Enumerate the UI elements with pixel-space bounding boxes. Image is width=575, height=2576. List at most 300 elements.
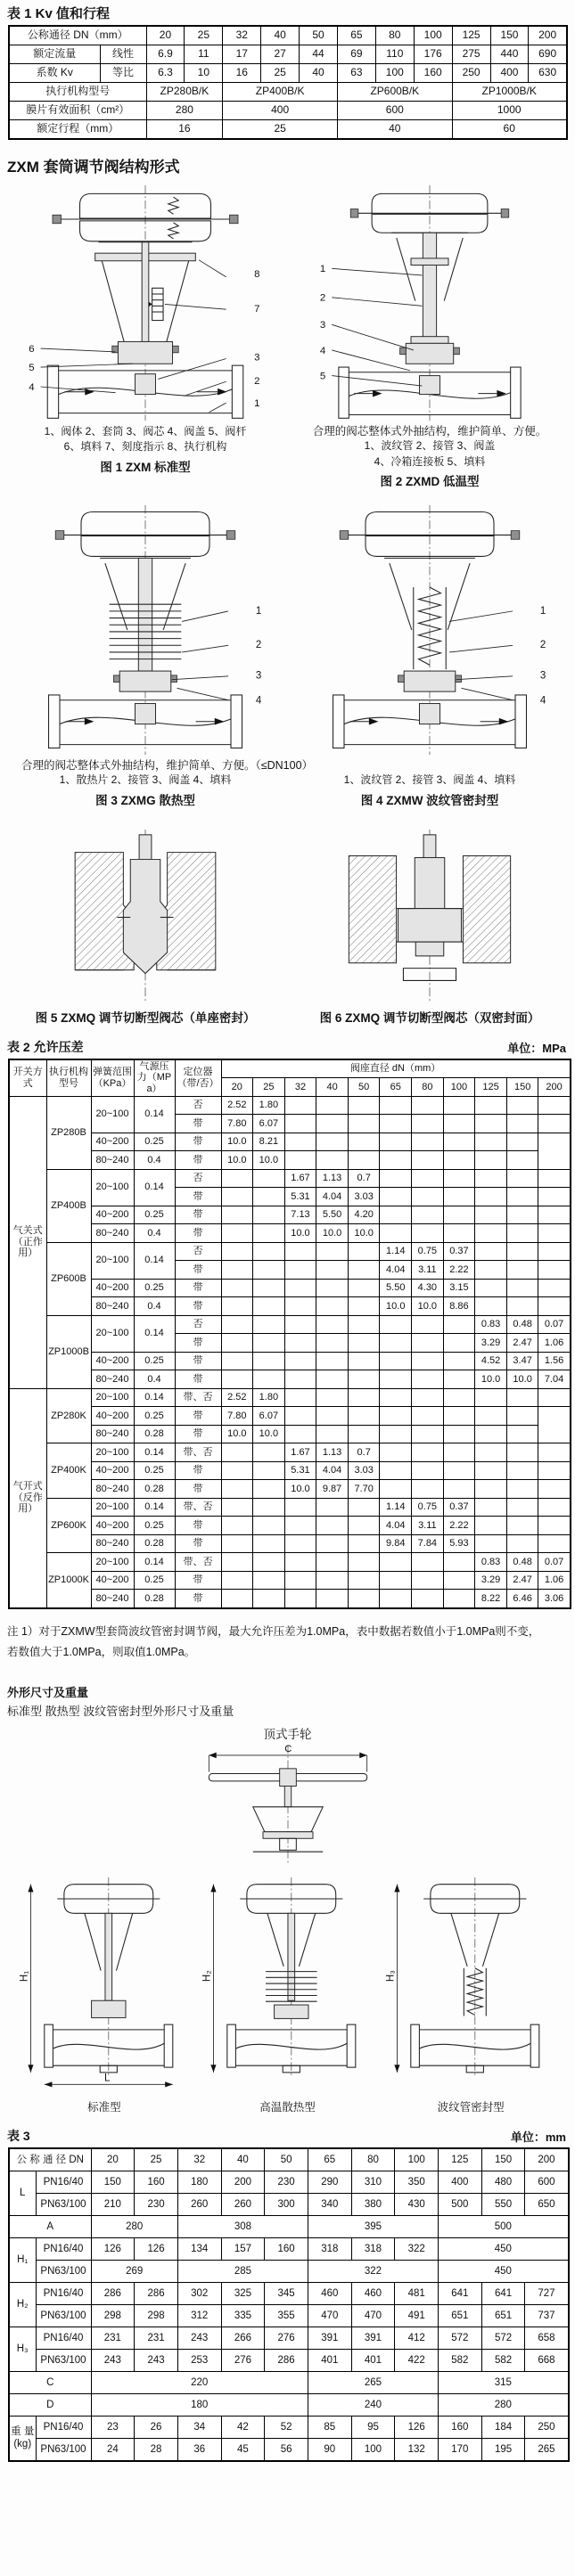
table-cell (316, 1261, 349, 1280)
table-cell: 450 (439, 2261, 569, 2283)
table-cell: 200 (221, 2171, 265, 2194)
callout-1: 1 (539, 605, 546, 617)
table-cell (412, 1115, 444, 1133)
table-cell: 40~200 (91, 1461, 134, 1480)
table-cell (348, 1517, 380, 1535)
table-cell (506, 1388, 538, 1407)
table-cell: 80 (375, 26, 414, 45)
table-cell (506, 1297, 538, 1316)
table-cell: 9.87 (316, 1480, 349, 1499)
figure3-finned-valve-drawing (9, 502, 282, 758)
table-cell: 3.15 (443, 1279, 475, 1297)
table-cell: 1.56 (538, 1352, 571, 1370)
callout-6: 6 (29, 343, 35, 355)
table-cell (506, 1443, 538, 1462)
table-cell: PN16/40 (36, 2327, 91, 2350)
table-cell (380, 1352, 412, 1370)
table-cell: 0.75 (412, 1498, 444, 1517)
table-cell (221, 1517, 253, 1535)
table-cell: 0.48 (506, 1553, 538, 1572)
callout-4: 4 (539, 695, 546, 707)
table-cell: 60 (452, 120, 567, 140)
table-cell (412, 1096, 444, 1115)
table-cell: 315 (439, 2372, 569, 2394)
table-cell: 266 (221, 2327, 265, 2350)
table-cell (253, 1169, 285, 1188)
table-cell: 40 (337, 120, 452, 140)
table-cell: 550 (481, 2194, 525, 2216)
table-cell (253, 1498, 285, 1517)
table-cell: 391 (351, 2327, 395, 2350)
table-cell (253, 1315, 285, 1334)
table-cell (380, 1151, 412, 1170)
table-cell (538, 1188, 571, 1206)
table-cell: 641 (481, 2283, 525, 2305)
table-cell (316, 1096, 349, 1115)
table-cell: 气源压力（MPa） (134, 1059, 175, 1097)
table-cell: H₁ (9, 2238, 36, 2283)
table-cell (348, 1096, 380, 1115)
figures-row-2 (0, 502, 575, 758)
table-cell (284, 1407, 316, 1426)
table-cell: 等比 (100, 64, 146, 83)
table-cell (538, 1388, 571, 1407)
table-cell: 651 (481, 2305, 525, 2327)
table-cell: 4.04 (316, 1188, 349, 1206)
table-cell: 1.67 (284, 1443, 316, 1462)
table-cell: 40 (261, 26, 300, 45)
table-cell: 3.29 (475, 1334, 507, 1353)
table-cell (284, 1279, 316, 1297)
table-cell: D (9, 2394, 91, 2417)
figure4-legend-line1: 1、波纹管 2、接管 3、阀盖 4、填料 (343, 773, 516, 787)
table-cell: PN16/40 (36, 2171, 91, 2194)
table-cell: 7.04 (538, 1370, 571, 1389)
table-cell (253, 1279, 285, 1297)
table-cell (412, 1571, 444, 1590)
table-cell (475, 1534, 507, 1553)
outline-label-high-temp: 高温散热型 (259, 2101, 316, 2114)
table-cell: 40~200 (91, 1133, 134, 1151)
table-cell (380, 1461, 412, 1480)
table-cell (506, 1279, 538, 1297)
callout-3: 3 (254, 352, 260, 364)
table-cell: ZP600B/K (337, 83, 452, 102)
table-cell: 1.14 (380, 1498, 412, 1517)
table-cell: 50 (265, 2148, 308, 2171)
table-cell (506, 1133, 538, 1151)
table-cell: 318 (308, 2238, 351, 2261)
table-cell: 28 (135, 2439, 178, 2462)
table-cell (443, 1151, 475, 1170)
table-cell: 100 (443, 1078, 475, 1097)
table-cell: 430 (395, 2194, 439, 2216)
table-cell: 440 (490, 45, 529, 64)
figure6-double-seal-trim (288, 826, 571, 1026)
table-cell: 执行机构型号 (9, 83, 146, 102)
table-cell: 5.50 (316, 1206, 349, 1224)
table-cell (253, 1334, 285, 1353)
table-cell (538, 1261, 571, 1280)
table-cell: 312 (177, 2305, 221, 2327)
callout-2: 2 (255, 640, 262, 651)
table-cell: 0.7 (348, 1169, 380, 1188)
table-cell: 150 (506, 1078, 538, 1097)
table-cell: 231 (135, 2327, 178, 2350)
table-cell: 额定流量 (9, 45, 100, 64)
table-cell (348, 1370, 380, 1389)
table-cell (316, 1425, 349, 1443)
table-cell: 7.80 (221, 1115, 253, 1133)
table-cell (348, 1534, 380, 1553)
table-cell (443, 1461, 475, 1480)
table-cell: 572 (439, 2327, 482, 2350)
table-cell: 5.31 (284, 1188, 316, 1206)
table-cell: 2.22 (443, 1517, 475, 1535)
table-cell (253, 1517, 285, 1535)
table-cell (475, 1443, 507, 1462)
table-cell: 481 (395, 2283, 439, 2305)
table-cell (443, 1388, 475, 1407)
outline-figure-labels (0, 2098, 575, 2114)
table-cell: 带 (175, 1115, 221, 1133)
dimension-c-label: C (283, 1744, 292, 1755)
table-cell: 460 (351, 2283, 395, 2305)
table-cell (506, 1261, 538, 1280)
table-cell (475, 1096, 507, 1115)
table-cell (412, 1388, 444, 1407)
table-cell (221, 1370, 253, 1389)
table-cell (253, 1242, 285, 1261)
table-cell: 265 (525, 2439, 569, 2462)
table-cell: 32 (177, 2148, 221, 2171)
table-cell: 带、否 (175, 1498, 221, 1517)
table-cell (380, 1115, 412, 1133)
table-cell: 1000 (452, 102, 567, 120)
outline-bellows-seal-type (385, 1872, 556, 2097)
table-cell: 带 (175, 1480, 221, 1499)
dimension-h1-label: H₁ (19, 1971, 30, 1983)
figure5-caption: 图 5 ZXMQ 调节切断型阀芯（单座密封） (35, 1010, 256, 1025)
table-cell: 0.25 (134, 1279, 175, 1297)
table-cell (506, 1407, 538, 1426)
table-cell (475, 1224, 507, 1243)
table-cell: PN16/40 (36, 2238, 91, 2261)
table-cell: 36 (177, 2439, 221, 2462)
table-cell (221, 1224, 253, 1243)
table-cell (253, 1461, 285, 1480)
table-cell: ZP280B (46, 1096, 91, 1169)
table-cell: 500 (439, 2194, 482, 2216)
callout-4: 4 (319, 345, 326, 356)
table-cell (284, 1370, 316, 1389)
table-cell: 4.20 (348, 1206, 380, 1224)
table-cell: 491 (395, 2305, 439, 2327)
table-cell: 0.4 (134, 1370, 175, 1389)
table2-header-line (7, 1038, 566, 1056)
table-cell (221, 1169, 253, 1188)
table-cell (443, 1443, 475, 1462)
table-cell (380, 1133, 412, 1151)
table-cell: 0.25 (134, 1517, 175, 1535)
table-cell (316, 1590, 349, 1608)
table-cell (538, 1169, 571, 1188)
table-cell: 85 (308, 2417, 351, 2439)
outline-label-standard: 标准型 (87, 2101, 121, 2114)
table-cell: 执行机构型号 (46, 1059, 91, 1097)
table-cell: 400 (439, 2171, 482, 2194)
table-cell: 0.14 (134, 1096, 175, 1133)
table-cell (253, 1590, 285, 1608)
table-cell: 25 (185, 26, 223, 45)
table-cell (380, 1315, 412, 1334)
table-cell: ZP600B (46, 1242, 91, 1315)
table-cell: 带 (175, 1407, 221, 1426)
table-cell: 125 (475, 1078, 507, 1097)
table-cell: 422 (395, 2350, 439, 2372)
table-cell (443, 1334, 475, 1353)
table-cell (253, 1297, 285, 1316)
table-cell (412, 1461, 444, 1480)
figures-row-3 (0, 826, 575, 1026)
table-cell (284, 1534, 316, 1553)
table-cell (348, 1352, 380, 1370)
figure3-finned (4, 502, 287, 758)
table-cell: 260 (177, 2194, 221, 2216)
table-cell (221, 1242, 253, 1261)
table-cell: 40~200 (91, 1407, 134, 1426)
callout-1: 1 (254, 397, 260, 409)
callout-7: 7 (254, 304, 260, 315)
table-cell: 2.52 (221, 1388, 253, 1407)
table-cell: H₃ (9, 2327, 36, 2372)
table-cell (348, 1242, 380, 1261)
table-cell: 276 (221, 2350, 265, 2372)
callout-5: 5 (319, 371, 326, 382)
table-cell: 322 (308, 2261, 438, 2283)
table-cell: 气开式（反作用） (9, 1388, 46, 1608)
table-cell: 0.14 (134, 1388, 175, 1407)
table-cell: 80~240 (91, 1151, 134, 1170)
table-cell: 0.37 (443, 1498, 475, 1517)
figure5-single-seat-trim (4, 826, 287, 1026)
table-cell (412, 1169, 444, 1188)
table-cell (380, 1188, 412, 1206)
table-cell (380, 1571, 412, 1590)
table-cell: 公 称 通 径 DN (9, 2148, 91, 2171)
table-cell (538, 1297, 571, 1316)
table-cell: 膜片有效面积（cm²） (9, 102, 146, 120)
table-cell: 6.9 (146, 45, 185, 64)
table-cell: 310 (351, 2171, 395, 2194)
table-cell: 3.29 (475, 1571, 507, 1590)
note-line-2: 若数值大于1.0MPa，则取值1.0MPa。 (7, 1646, 196, 1659)
table-cell (221, 1334, 253, 1353)
figure1-standard-valve-drawing (9, 182, 282, 424)
handwheel-title: 顶式手轮 (263, 1728, 312, 1742)
table-cell (316, 1388, 349, 1407)
table-cell: 230 (265, 2171, 308, 2194)
table-cell (506, 1151, 538, 1170)
table-cell: 20 (146, 26, 185, 45)
table-cell: 带、否 (175, 1553, 221, 1572)
table-cell: 126 (395, 2417, 439, 2439)
table-cell: 4.30 (412, 1279, 444, 1297)
table-cell (316, 1571, 349, 1590)
table-cell (475, 1133, 507, 1151)
figure3-note: 合理的阀芯整体式外抽结构，维护简单、方便。（≤DN100） (21, 759, 314, 773)
table-cell (506, 1206, 538, 1224)
table-cell (316, 1151, 349, 1170)
table-cell (253, 1206, 285, 1224)
table-cell: 25 (135, 2148, 178, 2171)
dimensions-subheading: 标准型 散热型 波纹管密封型外形尺寸及重量 (7, 1705, 234, 1719)
table-cell (316, 1334, 349, 1353)
table-cell: 额定行程（mm） (9, 120, 146, 140)
table-cell (412, 1224, 444, 1243)
table-cell (284, 1590, 316, 1608)
table-cell (253, 1443, 285, 1462)
table-cell (412, 1407, 444, 1426)
table-cell (284, 1151, 316, 1170)
table-cell (221, 1480, 253, 1499)
table-cell: 298 (135, 2305, 178, 2327)
figure2-legend-line2: 4、冷箱连接板 5、填料 (374, 454, 486, 468)
table-cell (475, 1242, 507, 1261)
table-cell: 95 (351, 2417, 395, 2439)
table-cell: 10.0 (253, 1151, 285, 1170)
table-cell: 280 (439, 2394, 569, 2417)
table-cell: PN63/100 (36, 2350, 91, 2372)
table-cell: 20~100 (91, 1169, 134, 1206)
table-cell (443, 1224, 475, 1243)
table-cell: 80~240 (91, 1224, 134, 1243)
table-cell: PN63/100 (36, 2305, 91, 2327)
table-cell: 5.93 (443, 1534, 475, 1553)
table-cell (412, 1188, 444, 1206)
table-cell (412, 1352, 444, 1370)
table-cell: 带 (175, 1425, 221, 1443)
table-cell: 10.0 (412, 1297, 444, 1316)
table-cell: 25 (253, 1078, 285, 1097)
table-cell (348, 1297, 380, 1316)
table-cell: H₂ (9, 2283, 36, 2327)
callout-2: 2 (539, 640, 546, 651)
figure6-caption: 图 6 ZXMQ 调节切断型阀芯（双密封面） (319, 1010, 540, 1025)
table-cell: 160 (135, 2171, 178, 2194)
table-cell: 335 (221, 2305, 265, 2327)
table1-kv-and-stroke (8, 25, 568, 140)
table-cell (412, 1370, 444, 1389)
note-line-1: 注 1）对于ZXMW型套筒波纹管密封调节阀，最大允许压差为1.0MPa，表中数据若数值小于1.0MPa则不变， (7, 1624, 540, 1638)
table-cell: ZP400B (46, 1169, 91, 1242)
table-cell: 170 (439, 2439, 482, 2462)
table-cell (506, 1115, 538, 1133)
table-cell (348, 1279, 380, 1297)
table-cell: 44 (300, 45, 338, 64)
table-cell: 2.22 (443, 1261, 475, 1280)
table-cell (221, 1279, 253, 1297)
table-cell: 65 (380, 1078, 412, 1097)
table-cell: 80~240 (91, 1425, 134, 1443)
table-cell: ZP280B/K (146, 83, 223, 102)
table-cell (538, 1498, 571, 1517)
table-cell: 40 (316, 1078, 349, 1097)
table-cell: 52 (265, 2417, 308, 2439)
table-cell: 350 (395, 2171, 439, 2194)
table-cell: PN16/40 (36, 2417, 91, 2439)
table-cell: 250 (452, 64, 490, 83)
table-cell: 727 (525, 2283, 569, 2305)
figure6-trim-drawing (298, 826, 562, 1006)
table-cell: 带 (175, 1461, 221, 1480)
table-cell: 1.14 (380, 1242, 412, 1261)
callout-1: 1 (319, 264, 326, 275)
table-cell (348, 1115, 380, 1133)
table-cell: 0.14 (134, 1553, 175, 1572)
table-cell (316, 1115, 349, 1133)
table-cell: 系数 Kv (9, 64, 100, 83)
table-cell: 243 (135, 2350, 178, 2372)
table-cell: 20~100 (91, 1096, 134, 1133)
table-cell: 651 (439, 2305, 482, 2327)
table-cell: 气关式（正作用） (9, 1096, 46, 1388)
table-cell (253, 1370, 285, 1389)
table-cell (284, 1133, 316, 1151)
figure2-note: 合理的阀芯整体式外抽结构，维护简单、方便。 (312, 425, 547, 438)
table-cell: 7.80 (221, 1407, 253, 1426)
table-cell: 0.7 (348, 1443, 380, 1462)
table-cell: 470 (308, 2305, 351, 2327)
table-cell: 160 (265, 2238, 308, 2261)
table-cell (443, 1096, 475, 1115)
table-cell: 325 (221, 2283, 265, 2305)
table-cell: 带、否 (175, 1388, 221, 1407)
table-cell (412, 1151, 444, 1170)
table-cell: 9.84 (380, 1534, 412, 1553)
table-cell (316, 1407, 349, 1426)
table-cell: 带 (175, 1334, 221, 1353)
table-cell: 243 (91, 2350, 135, 2372)
table-cell (348, 1425, 380, 1443)
table2-title: 表 2 允许压差 (7, 1039, 84, 1054)
table-cell: 10.0 (284, 1480, 316, 1499)
table1-title: 表 1 Kv 值和行程 (7, 6, 111, 21)
table-cell: 220 (91, 2372, 308, 2394)
table-cell (316, 1352, 349, 1370)
table-cell: 32 (284, 1078, 316, 1097)
table-cell: 0.25 (134, 1352, 175, 1370)
table-cell (443, 1188, 475, 1206)
table-cell (506, 1096, 538, 1115)
table-cell: 1.13 (316, 1169, 349, 1188)
handwheel-figure (0, 1742, 575, 1867)
table-cell: 0.25 (134, 1133, 175, 1151)
table-cell: 8.22 (475, 1590, 507, 1608)
table-cell: 10.0 (506, 1370, 538, 1389)
table-cell (412, 1206, 444, 1224)
table-cell: 650 (525, 2194, 569, 2216)
table-cell: 4.52 (475, 1352, 507, 1370)
table-cell: 690 (529, 45, 567, 64)
table-cell (412, 1553, 444, 1572)
table-cell: 25 (223, 120, 338, 140)
table-cell: 23 (91, 2417, 135, 2439)
table-cell (348, 1315, 380, 1334)
table-cell: 150 (91, 2171, 135, 2194)
table-cell (538, 1461, 571, 1480)
table-cell: 20~100 (91, 1315, 134, 1352)
